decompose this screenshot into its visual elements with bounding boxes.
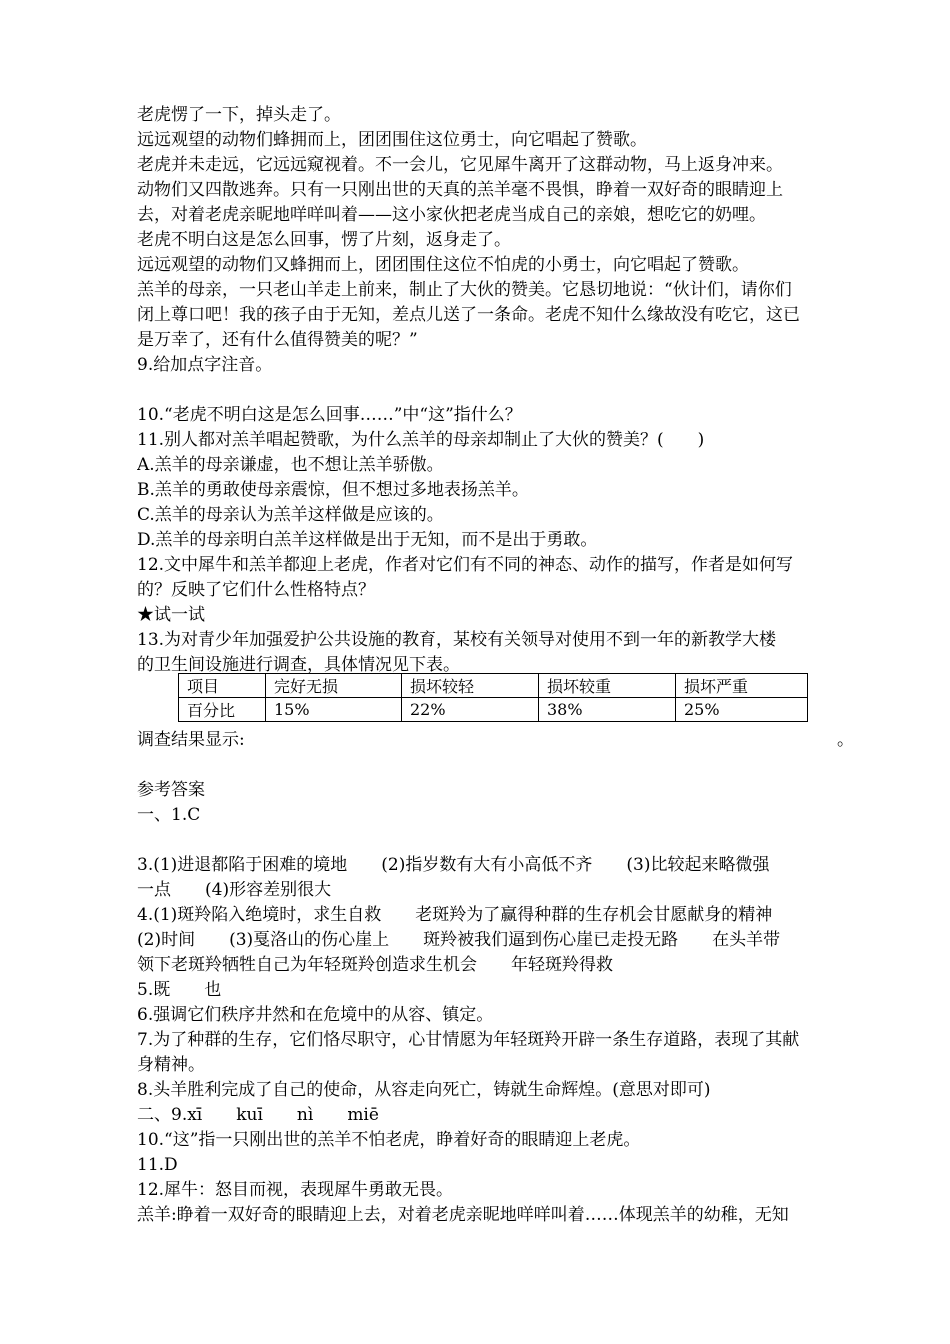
answer-1-1: 一、1.C (137, 805, 201, 825)
answer-1-7-line: 7.为了种群的生存，它们恪尽职守，心甘情愿为年轻斑羚开辟一条生存道路，表现了其献 (137, 1030, 800, 1050)
option-d: D.羔羊的母亲明白羔羊这样做是出于无知，而不是出于勇敢。 (137, 530, 598, 550)
table-row (179, 698, 808, 722)
table-cell: 百分比 (179, 698, 266, 722)
question-9-title: 9.给加点字注音。 (137, 355, 273, 375)
table-cell: 15% (266, 698, 402, 722)
answer-2-11: 11.D (137, 1155, 178, 1175)
story-line: 去，对着老虎亲昵地咩咩叫着——这小家伙把老虎当成自己的亲娘，想吃它的奶哩。 (137, 205, 766, 225)
table-header-cell: 损坏严重 (676, 674, 808, 698)
option-c: C.羔羊的母亲认为羔羊这样做是应该的。 (137, 505, 444, 525)
story-line: 老虎不明白这是怎么回事，愣了片刻，返身走了。 (137, 230, 511, 250)
survey-result-end: 。 (837, 730, 854, 750)
survey-result-label: 调查结果显示: (137, 730, 245, 750)
table-header-cell: 完好无损 (266, 674, 402, 698)
answers-heading: 参考答案 (137, 780, 205, 800)
answer-1-5: 5.既 也 (137, 980, 222, 1000)
option-a: A.羔羊的母亲谦虚，也不想让羔羊骄傲。 (137, 455, 444, 475)
answer-1-3-line: 一点 (4)形容差别很大 (137, 880, 332, 900)
table-cell: 22% (402, 698, 539, 722)
story-line: 老虎并未走远，它远远窥视着。不一会儿，它见犀牛离开了这群动物，马上返身冲来。 (137, 155, 783, 175)
survey-table (178, 673, 808, 722)
answer-1-6: 6.强调它们秩序井然和在危境中的从容、镇定。 (137, 1005, 494, 1025)
story-line: 远远观望的动物们又蜂拥而上，团团围住这位不怕虎的小勇士，向它唱起了赞歌。 (137, 255, 749, 275)
answer-2-12: 12.犀牛：怒目而视，表现犀牛勇敢无畏。 (137, 1180, 454, 1200)
question-11: 11.别人都对羔羊唱起赞歌，为什么羔羊的母亲却制止了大伙的赞美？( ) (137, 430, 705, 450)
answer-2-10: 10.“这”指一只刚出世的羔羊不怕老虎，睁着好奇的眼睛迎上老虎。 (137, 1130, 641, 1150)
survey-result (137, 729, 854, 751)
story-line: 远远观望的动物们蜂拥而上，团团围住这位勇士，向它唱起了赞歌。 (137, 130, 647, 150)
answer-2-9: 二、9.xī kuī nì miē (137, 1105, 379, 1125)
question-13-line: 的卫生间设施进行调查，具体情况见下表。 (137, 655, 460, 675)
table-cell: 25% (676, 698, 808, 722)
story-line: 闭上尊口吧！我的孩子由于无知，差点儿送了一条命。老虎不知什么缘故没有吃它，这已 (137, 305, 800, 325)
table-header-cell: 损坏较轻 (402, 674, 539, 698)
answer-1-3-line: 3.(1)进退都陷于困难的境地 (2)指岁数有大有小高低不齐 (3)比较起来略微强 (137, 855, 770, 875)
story-line: 老虎愣了一下，掉头走了。 (137, 105, 341, 125)
question-13-line: 13.为对青少年加强爱护公共设施的教育，某校有关领导对使用不到一年的新教学大楼 (137, 630, 777, 650)
table-header-row (179, 674, 808, 698)
answer-1-4-line: (2)时间 (3)戛洛山的伤心崖上 斑羚被我们逼到伤心崖已走投无路 在头羊带 (137, 930, 781, 950)
table-header-cell: 项目 (179, 674, 266, 698)
answer-1-4-line: 4.(1)斑羚陷入绝境时，求生自救 老斑羚为了赢得种群的生存机会甘愿献身的精神 (137, 905, 773, 925)
story-line: 是万幸了，还有什么值得赞美的呢？” (137, 330, 418, 350)
answer-1-8: 8.头羊胜利完成了自己的使命，从容走向死亡，铸就生命辉煌。(意思对即可) (137, 1080, 711, 1100)
question-12-line: 的？反映了它们什么性格特点？ (137, 580, 375, 600)
question-10: 10.“老虎不明白这是怎么回事……”中“这”指什么？ (137, 405, 522, 425)
story-line: 羔羊的母亲，一只老山羊走上前来，制止了大伙的赞美。它恳切地说：“伙计们，请你们 (137, 280, 792, 300)
story-line: 动物们又四散逃奔。只有一只刚出世的天真的羔羊毫不畏惧，睁着一双好奇的眼睛迎上 (137, 180, 783, 200)
question-12-line: 12.文中犀牛和羔羊都迎上老虎，作者对它们有不同的神态、动作的描写，作者是如何写 (137, 555, 794, 575)
table-header-cell: 损坏较重 (539, 674, 676, 698)
option-b: B.羔羊的勇敢使母亲震惊，但不想过多地表扬羔羊。 (137, 480, 529, 500)
table-cell: 38% (539, 698, 676, 722)
answer-1-7-line: 身精神。 (137, 1055, 205, 1075)
answer-2-12b: 羔羊:睁着一双好奇的眼睛迎上去，对着老虎亲昵地咩咩叫着……体现羔羊的幼稚，无知 (137, 1205, 789, 1225)
answer-1-4-line: 领下老斑羚牺牲自己为年轻斑羚创造求生机会 年轻斑羚得救 (137, 955, 613, 975)
try-heading: ★试一试 (137, 605, 205, 625)
